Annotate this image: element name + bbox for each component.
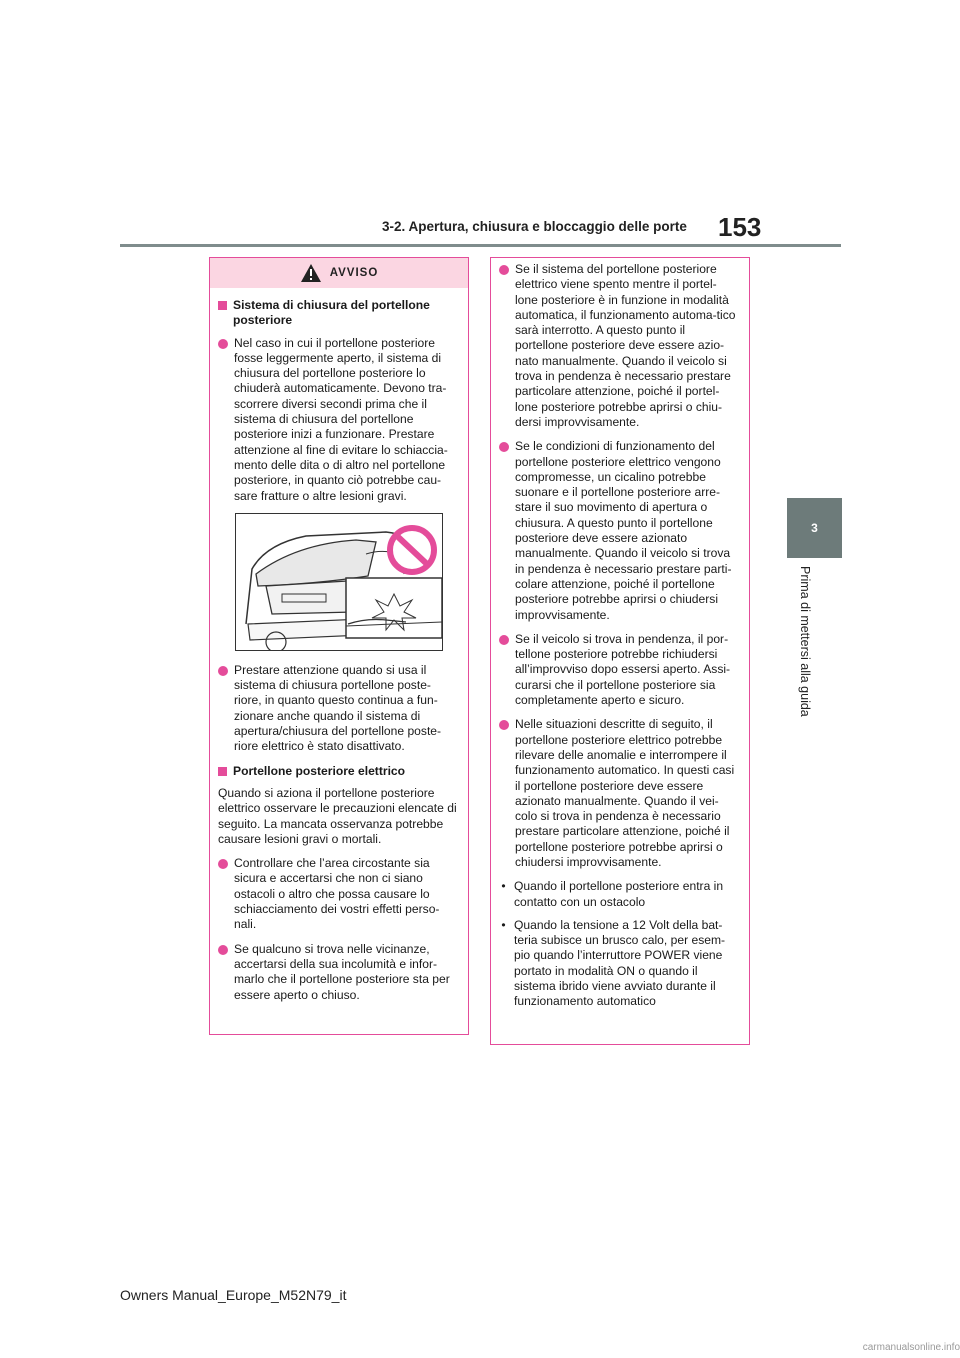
bullet-dot-icon [218,666,228,676]
list-item: Nelle situazioni descritte di seguito, il portellone posteriore elettrico potrebbe rilevare delle anomalie e interrompere il funzionamento automatico. In questi casi il portellone posteriore deve essere azionato manualmente. Quando il vei-colo si trova in pendenza è necessario prestare particolare attenzione, poiché il portellone posteriore potrebbe aprirsi o chiudersi improvvisamente. [499,717,739,870]
tailgate-pinch-illustration [235,513,443,651]
warning-box-left [209,257,469,1035]
warning-triangle-icon [300,263,322,283]
sub-bullet-marker: • [501,879,506,894]
list-item: Se il veicolo si trova in pendenza, il por-tellone posteriore potrebbe richiudersi all’improvviso dopo essersi aperto. Assi-curarsi che il portellone posteriore sia completamente aperto e sicuro. [499,632,739,708]
car-tailgate-image [236,514,443,651]
square-bullet-icon [218,301,227,310]
bullet-dot-icon [218,859,228,869]
heading-power-tailgate: Portellone posteriore elettrico [218,764,458,779]
list-item: Controllare che l’area circostante sia sicura e accertarsi che non ci siano ostacoli o altro che possa causare lo schiacciamento dei vostri effetti perso-nali. [218,856,458,932]
bullet-dot-icon [499,720,509,730]
bullet-dot-icon [499,442,509,452]
square-bullet-icon [218,767,227,776]
warning-label: AVVISO [329,267,379,279]
chapter-tab: 3 [787,498,842,558]
warning-box-right [490,257,750,1045]
sub-list-item: • Quando la tensione a 12 Volt della bat-teria subisce un brusco calo, per esem-pio quando l’interruttore POWER viene portato in modalità ON o quando il sistema ibrido viene avviato durante il funzionamento automatico [499,918,739,1010]
sub-bullet-marker: • [501,917,506,932]
list-item: Se qualcuno si trova nelle vicinanze, accertarsi della sua incolumità e infor-marlo che il portellone posteriore sta per essere aperto o chiuso. [218,942,458,1003]
bullet-dot-icon [499,265,509,275]
header-rule [120,244,841,247]
sub-list-item: • Quando il portellone posteriore entra in contatto con un ostacolo [499,879,739,910]
heading-tailgate-closer: Sistema di chiusura del portellone posteriore [218,298,458,329]
footer-doc-id: Owners Manual_Europe_M52N79_it [120,1287,347,1303]
bullet-dot-icon [218,339,228,349]
list-item: Se il sistema del portellone posteriore elettrico viene spento mentre il portel-lone posteriore è in funzione in modalità automatica, il funzionamento automa-tico sarà interrotto. A questo punto il portellone posteriore deve essere azio-nato manualmente. Quando il veicolo si trova in pendenza è necessario prestare particolare attenzione, poiché il portel-lone posteriore potrebbe aprirsi o chiu-dersi improvvisamente. [499,262,739,430]
page-number: 153 [718,212,762,242]
watermark: carmanualsonline.info [862,1342,960,1353]
warning-header [210,258,468,288]
bullet-dot-icon [499,635,509,645]
list-item: Nel caso in cui il portellone posteriore fosse leggermente aperto, il sistema di chiusura del portellone posteriore lo chiuderà automaticamente. Devono tra-scorrere diversi secondi prima che il sistema di chiusura del portellone posteriore inizi a funzionare. Prestare attenzione al fine di evitare lo schiaccia-mento delle dita o di altro nel portellone posteriore, in quanto ciò potrebbe cau-sare fratture o altre lesioni gravi. [218,336,458,504]
bullet-dot-icon [218,945,228,955]
chapter-title: Prima di mettersi alla guida [798,566,812,717]
paragraph: Quando si aziona il portellone posteriore elettrico osservare le precauzioni elencate di seguito. La mancata osservanza potrebbe causare lesioni gravi o mortali. [218,785,457,846]
section-title: 3-2. Apertura, chiusura e bloccaggio delle porte [382,219,687,234]
list-item: Se le condizioni di funzionamento del portellone posteriore elettrico vengono compromesse, un cicalino potrebbe suonare e il portellone posteriore arre-stare il suo movimento di apertura o chiusura. A questo punto il portellone posteriore deve essere azionato manualmente. Quando il veicolo si trova in pendenza è necessario prestare parti-colare attenzione, poiché il portellone posteriore potrebbe aprirsi o chiudersi improvvisamente. [499,439,739,623]
list-item: Prestare attenzione quando si usa il sistema di chiusura portellone poste-riore, in quanto questo continua a fun-zionare anche quando il sistema di apertura/chiusura del portellone poste-riore elettrico è stato disattivato. [218,663,458,755]
